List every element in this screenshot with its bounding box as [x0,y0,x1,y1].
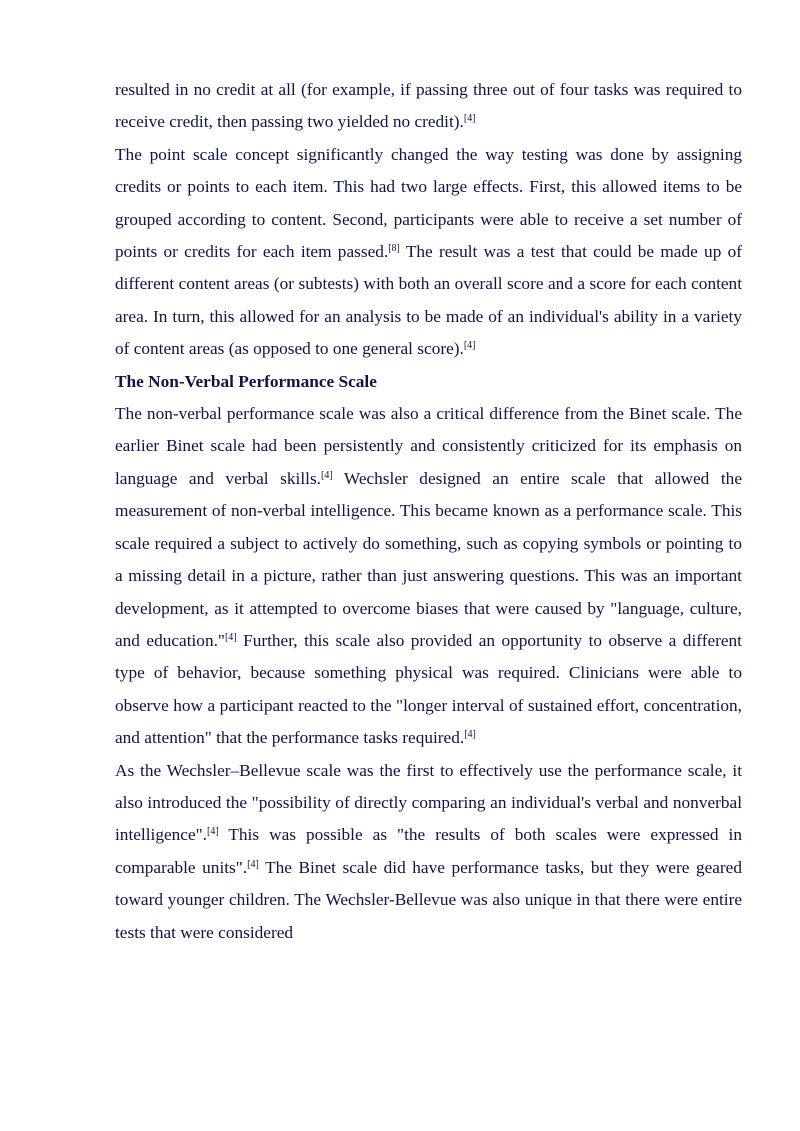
section-heading-performance-scale [115,366,742,398]
citation-ref: [4] [320,469,333,481]
citation-ref: [4] [224,631,237,643]
paragraph-wechsler-bellevue [115,755,742,949]
text-run: Further, this scale also provided an opportunity to observe a different type of behavior, because something physical was required. Clinicians were able to observe how a participant reacted to the "longer interval of sustained effort, concentration, and attention" that the performance tasks required. [115,630,742,748]
citation-ref: [4] [464,728,476,740]
citation-ref: [4] [247,858,259,870]
paragraph-credit-note [115,74,742,139]
text-run: The Binet scale did have performance tasks, but they were geared toward younger children. The Wechsler-Bellevue was also unique in that there were entire tests that were considered [115,857,742,942]
text-run: The non-verbal performance scale was also a critical difference from the Binet scale. The earlier Binet scale had been persistently and consistently criticized for its emphasis on language and verbal skills. [115,404,742,488]
text-run: Wechsler designed an entire scale that allowed the measurement of non-verbal intelligence. This became known as a performance scale. This scale required a subject to actively do something, such as copying symbols or pointing to a missing detail in a picture, rather than just answering questions. This was an important development, as it attempted to overcome biases that were caused by "language, culture, and education." [115,468,742,650]
citation-ref: [4] [206,826,219,838]
citation-ref: [4] [463,113,476,125]
paragraph-non-verbal-scale [115,398,742,754]
text-run: The point scale concept significantly changed the way testing was done by assigning credits or points to each item. This had two large effects. First, this allowed items to be grouped according to content. Second, participants were able to receive a set number of points or credits for each item passed. [115,144,742,262]
text-run: The result was a test that could be made up of different content areas (or subtests) with both an overall score and a score for each content area. In turn, this allowed for an analysis to be made of an individual's ability in a variety of content areas (as opposed to one general score). [115,242,742,359]
text-run: As the Wechsler–Bellevue scale was the first to effectively use the performance scale, it also introduced the "possibility of directly comparing an individual's verbal and nonverbal intelligence". [115,760,742,845]
heading-text: The Non-Verbal Performance Scale [115,371,377,391]
text-run: This was possible as "the results of both scales were expressed in comparable units". [115,825,742,877]
text-run: resulted in no credit at all (for example, if passing three out of four tasks was required to receive credit, then passing two yielded no credit). [115,80,742,132]
citation-ref: [8] [388,242,400,254]
citation-ref: [4] [463,340,476,352]
document-page [115,74,742,949]
paragraph-point-scale [115,139,742,366]
